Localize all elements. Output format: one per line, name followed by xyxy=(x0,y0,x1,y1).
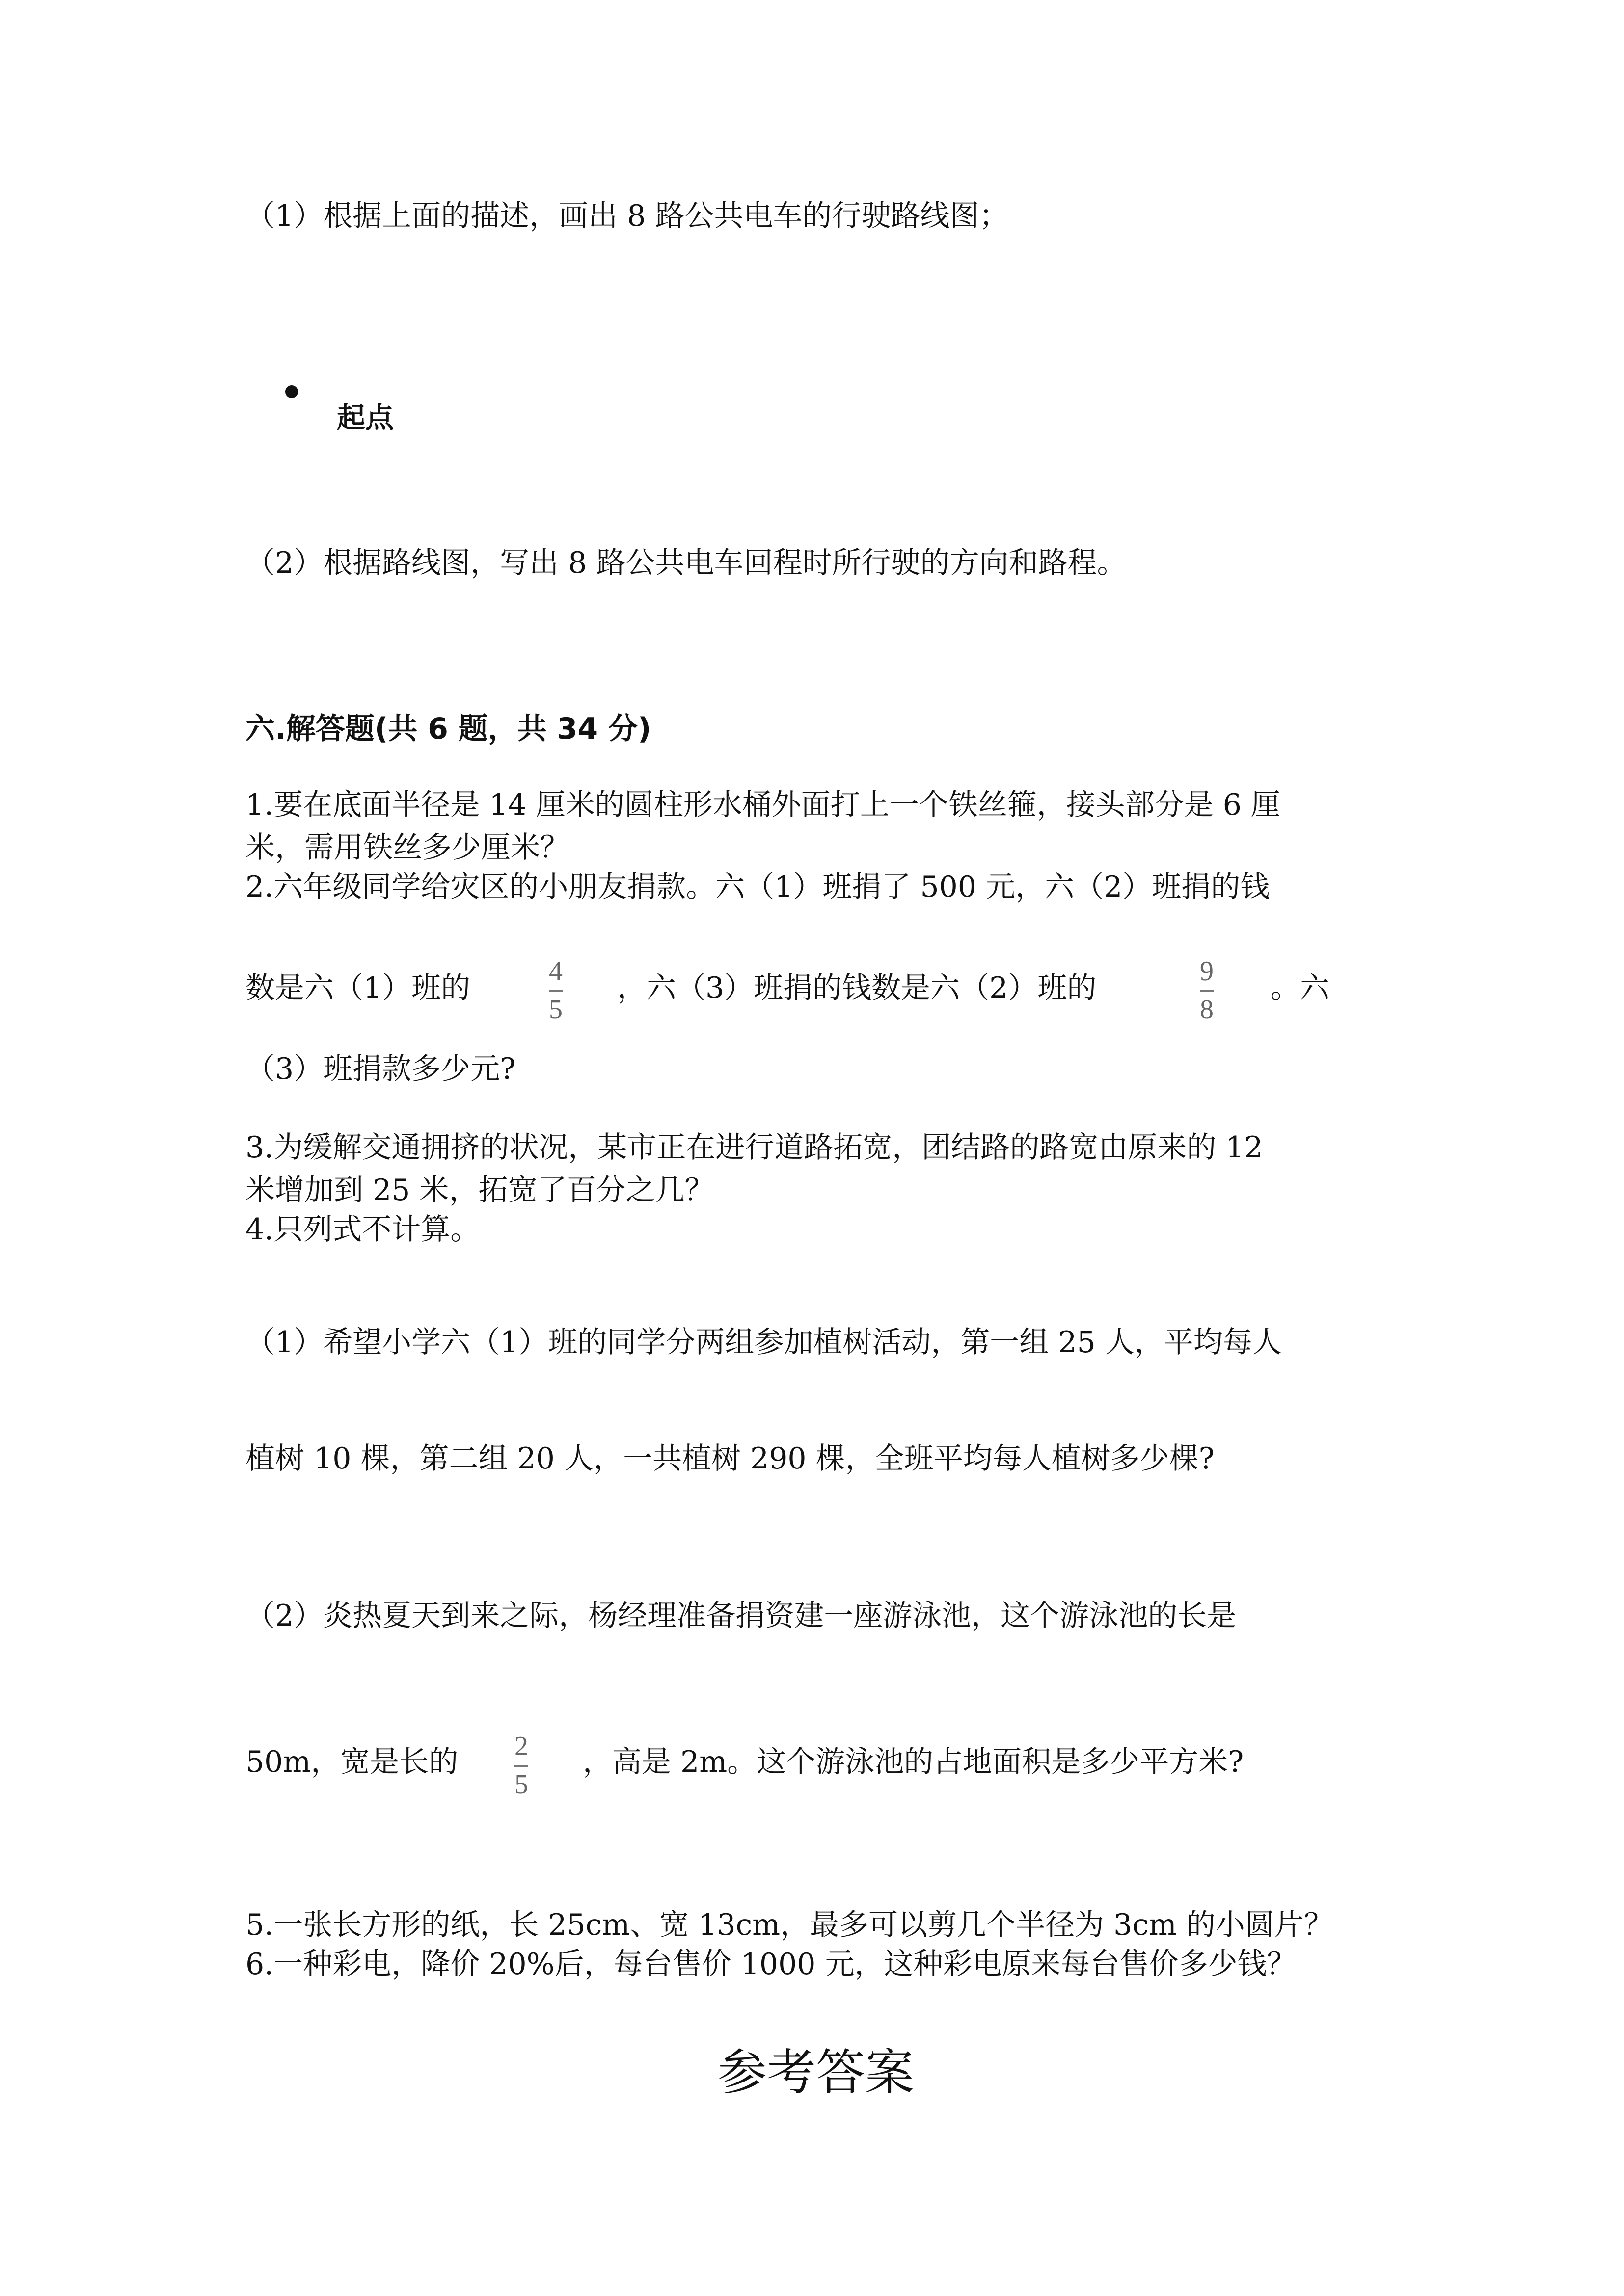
fraction-denominator: 8 xyxy=(1200,994,1214,1025)
problem-2-line-2-part-c: 。六 xyxy=(1271,971,1329,1005)
problem-4-sub-1-line-1: （1）希望小学六（1）班的同学分两组参加植树活动，第一组 25 人，平均每人 xyxy=(245,1325,1282,1360)
problem-3-line-1: 3.为缓解交通拥挤的状况，某市正在进行道路拓宽，团结路的路宽由原来的 12 xyxy=(245,1130,1263,1165)
problem-5-line-1: 5.一张长方形的纸，长 25cm、宽 13cm，最多可以剪几个半径为 3cm 的小圆片？ xyxy=(245,1908,1333,1942)
start-point-dot xyxy=(285,385,298,398)
start-point-label: 起点 xyxy=(337,401,394,434)
problem-4-sub-2-line-1: （2）炎热夏天到来之际，杨经理准备捐资建一座游泳池，这个游泳池的长是 xyxy=(245,1599,1237,1633)
problem-4-sub-2-line-2-part-a: 50m，宽是长的 xyxy=(245,1745,459,1779)
fraction-numerator: 9 xyxy=(1200,956,1214,987)
answer-key-title: 参考答案 xyxy=(718,2044,914,2101)
fraction-denominator: 5 xyxy=(549,994,563,1025)
subquestion-1-text: （1）根据上面的描述，画出 8 路公共电车的行驶路线图； xyxy=(245,199,1009,233)
problem-4-sub-2-line-2-part-b: ，高是 2m。这个游泳池的占地面积是多少平方米? xyxy=(583,1745,1244,1779)
fraction-denominator: 5 xyxy=(514,1769,528,1800)
problem-4-line-1: 4.只列式不计算。 xyxy=(245,1212,480,1247)
problem-2-line-1: 2.六年级同学给灾区的小朋友捐款。六（1）班捐了 500 元，六（2）班捐的钱 xyxy=(245,870,1270,904)
problem-6-line-1: 6.一种彩电，降价 20%后，每台售价 1000 元，这种彩电原来每台售价多少钱？ xyxy=(245,1947,1297,1981)
problem-4-sub-1-line-2: 植树 10 棵，第二组 20 人，一共植树 290 棵，全班平均每人植树多少棵? xyxy=(245,1442,1215,1476)
fraction-bar xyxy=(1200,990,1214,992)
section-heading: 六.解答题(共 6 题，共 34 分) xyxy=(245,712,651,746)
problem-3-line-2: 米增加到 25 米，拓宽了百分之几？ xyxy=(245,1173,714,1207)
problem-2-line-3: （3）班捐款多少元? xyxy=(245,1052,516,1086)
subquestion-2-text: （2）根据路线图，写出 8 路公共电车回程时所行驶的方向和路程。 xyxy=(245,546,1127,580)
problem-2-line-2-part-a: 数是六（1）班的 xyxy=(245,971,471,1005)
problem-1-line-1: 1.要在底面半径是 14 厘米的圆柱形水桶外面打上一个铁丝箍，接头部分是 6 厘 xyxy=(245,788,1281,822)
fraction-bar xyxy=(549,990,563,992)
problem-1-line-2: 米，需用铁丝多少厘米？ xyxy=(245,830,569,865)
problem-2-line-2-part-b: ，六（3）班捐的钱数是六（2）班的 xyxy=(617,971,1097,1005)
fraction-bar xyxy=(514,1765,528,1767)
fraction-numerator: 4 xyxy=(549,956,563,987)
fraction-numerator: 2 xyxy=(514,1731,528,1762)
